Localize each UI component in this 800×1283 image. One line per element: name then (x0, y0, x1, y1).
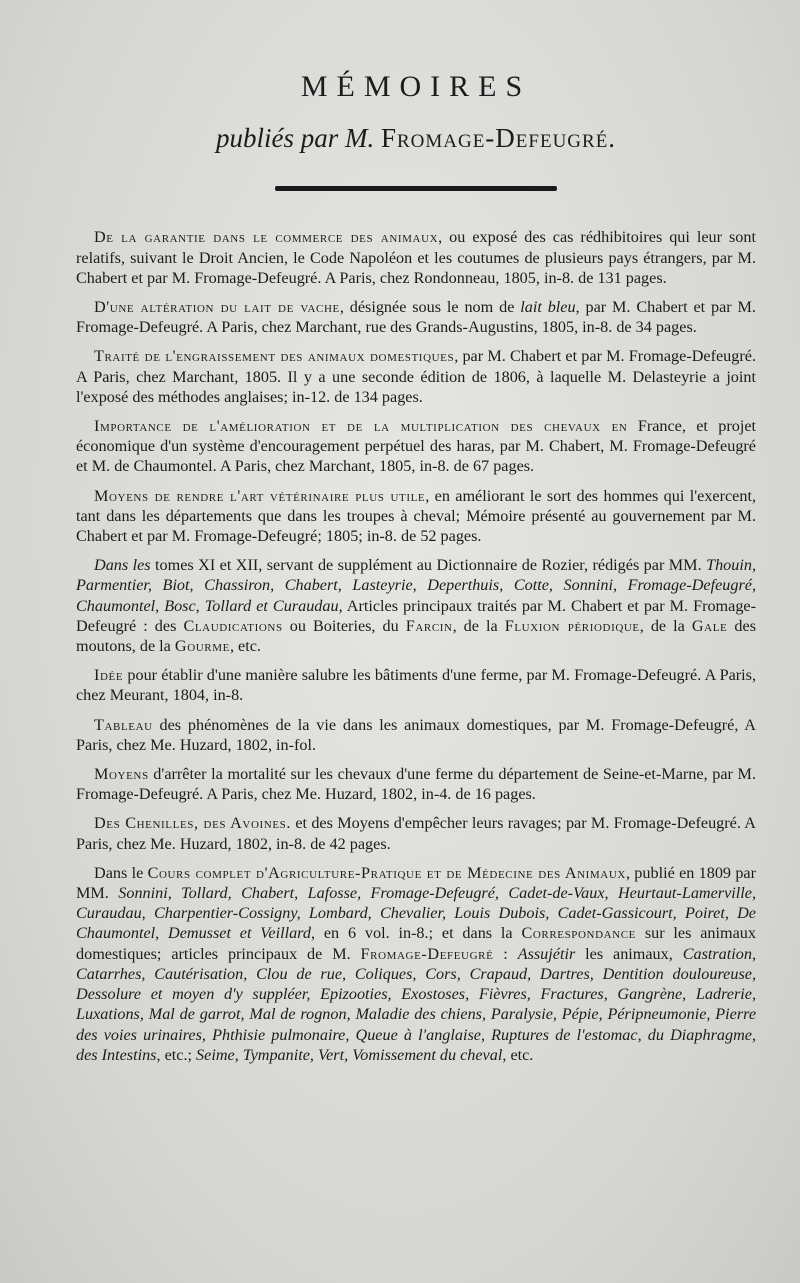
entry-11-it3: Castration, Catarrhes, Cautérisation, Clou de rue, Coliques, Cors, Crapaud, Dartres, Dentition douloureuse, Dessolure et moyen d'y suppléer, Epizooties, Exostoses, Fièvres, Fractures, Gangrène, Ladrerie, Luxations, Mal de garrot, Mal de rognon, Maladie des chiens, Paralysie, Pépie, Péripneumonie, Pierre des voies urinaires, Phthisie pulmonaire, Queue à l'anglaise, Ruptures de l'estomac, du Diaphragme, des Intestins (76, 944, 756, 1064)
entry-2-text: , désignée sous le nom de (339, 298, 521, 316)
subtitle-author: Fromage-Defeugré. (380, 123, 617, 153)
entry-9 (76, 764, 756, 804)
entry-11-sc3: Fromage-Defeugré (360, 944, 494, 963)
entry-6-it1: Dans les (94, 556, 151, 575)
entry-3-text: , par M. Chabert et par M. Fromage-Defeugré. A Paris, chez Marchant, 1805. Il y a une seconde édition de 1806, à laquelle M. Delasteyrie a joint l'exposé des méthodes anglaises; in-12. de 134 pages. (76, 347, 756, 406)
entry-6-sc2: Farcin (405, 616, 453, 635)
entry-10 (76, 813, 756, 853)
entry-6-t4: , de la (452, 616, 505, 635)
entry-6-sc5: Gourme (174, 637, 230, 656)
entry-1-lead: De la garantie dans le commerce des animaux (94, 228, 439, 247)
entry-9-text: d'arrêter la mortalité sur les chevaux d'une ferme du département de Seine-et-Marne, par M. Fromage-Defeugré. A Paris, chez Me. Huzard, 1802, in-4. de 16 pages. (76, 765, 756, 804)
entry-3-lead: Traité de l'engraissement des animaux domestiques (94, 347, 455, 366)
entry-6-sc4: Gale (691, 616, 728, 635)
page-subtitle (76, 122, 756, 154)
entry-8-lead: Tableau (94, 715, 153, 734)
entry-11-it1: Sonnini, Tollard, Chabert, Lafosse, Fromage-Defeugré, Cadet-de-Vaux, Heurtaut-Lamerville, Curaudau, Charpentier-Cossigny, Lombard, Chevalier, Louis Dubois, Cadet-Gassicourt, Poiret, De Chaumontel, Demusset et Veillard (76, 884, 757, 943)
entry-2-text2: , par M. Chabert et par M. Fromage-Defeugré. A Paris, chez Marchant, rue des Grands-Augustins, 1805, in-8. de 34 pages. (76, 298, 756, 337)
entry-11 (76, 863, 756, 1065)
entry-6-t3: ou Boiteries, du (282, 616, 406, 635)
entry-5-lead: Moyens de rendre l'art vétérinaire plus utile (94, 486, 426, 505)
entry-4 (76, 416, 756, 477)
entry-6-t7: , etc. (229, 637, 261, 656)
entry-7-lead: Idée (94, 666, 124, 685)
entry-2-lead: D'une altération du lait de vache (94, 298, 340, 316)
entry-11-sc2: Correspondance (521, 924, 636, 943)
entry-6-t1: tomes XI et XII, servant de supplément au Dictionnaire de Rozier, rédigés par MM. (150, 556, 707, 575)
entry-10-text: et des Moyens d'empêcher leurs ravages; par M. Fromage-Defeugré. A Paris, chez Me. Huzard, 1802, in-8. de 42 pages. (76, 814, 756, 853)
entry-1 (76, 227, 756, 288)
entry-11-t1: Dans le (94, 863, 148, 882)
entry-11-t2: , publié en 1809 par MM. (76, 863, 756, 903)
entry-11-sc1: Cours complet d'Agriculture-Pratique et de Médecine des Animaux (147, 863, 626, 882)
entry-11-t6: les animaux, (575, 944, 683, 963)
entry-6-t2: , Articles principaux traités par M. Chabert et par M. Fromage-Defeugré : des (76, 596, 756, 635)
entry-6-it2: Thouin, Parmentier, Biot, Chassiron, Chabert, Lasteyrie, Deperthuis, Cotte, Sonnini, Fromage-Defeugré, Chaumontel, Bosc, Tollard et Curaudau (76, 556, 756, 615)
entry-11-it4: Seime, Tympanite, Vert, Vomissement du cheval (196, 1045, 503, 1064)
entry-4-text: France, et projet économique d'un système d'encouragement perpétuel des haras, par M. Chabert, M. Fromage-Defeugré et M. de Chaumontel. A Paris, chez Marchant, 1805, in-8. de 67 pages. (76, 417, 757, 476)
entry-5-text: , en améliorant le sort des hommes qui l'exercent, tant dans les départements que dans les troupes à cheval; Mémoire présenté au gouvernement par M. Chabert et par M. Fromage-Defeugré; 1805; in-8. de 52 pages. (76, 486, 756, 546)
entry-6-sc1: Claudications (183, 616, 283, 635)
title-rule (275, 186, 557, 191)
entry-11-t7: , etc.; (156, 1045, 197, 1064)
entry-6 (76, 555, 756, 656)
entry-9-lead: Moyens (94, 765, 149, 784)
entry-8-text: des phénomènes de la vie dans les animaux domestiques, par M. Fromage-Defeugré, A Paris, chez Me. Huzard, 1802, in-fol. (76, 715, 756, 754)
entry-11-t3: , en 6 vol. in-8.; et dans la (310, 924, 522, 943)
entry-5 (76, 486, 756, 547)
entry-7-text: pour établir d'une manière salubre les bâtiments d'une ferme, par M. Fromage-Defeugré. A Paris, chez Meurant, 1804, in-8. (76, 666, 756, 705)
entry-6-t6: des moutons, de la (76, 616, 756, 656)
entry-4-lead: Importance de l'amélioration et de la multiplication des chevaux en (94, 417, 628, 436)
entry-2 (76, 297, 756, 337)
entry-11-t4: sur les animaux domestiques; articles principaux de M. (76, 924, 756, 963)
entry-3 (76, 346, 756, 407)
entry-7 (76, 665, 756, 705)
entry-1-text: , ou exposé des cas rédhibitoires qui leur sont relatifs, suivant le Droit Ancien, le Code Napoléon et les coutumes de plusieurs pays étrangers, par M. Chabert et par M. Fromage-Defeugré. A Paris, chez Rondonneau, 1805, in-8. de 131 pages. (76, 228, 756, 287)
entry-6-sc3: Fluxion périodique (504, 616, 640, 635)
entry-11-it2: Assujétir (517, 944, 576, 963)
entry-2-italic: lait bleu (520, 298, 576, 316)
subtitle-lead: publiés par M. (215, 123, 375, 153)
entry-11-t8: , etc. (502, 1045, 534, 1064)
entry-11-t5: : (493, 944, 518, 963)
page-title: MÉMOIRES (300, 70, 532, 103)
entry-10-lead: Des Chenilles, des Avoines. (94, 814, 292, 833)
entry-6-t5: , de la (639, 616, 692, 635)
entry-8 (76, 715, 756, 755)
